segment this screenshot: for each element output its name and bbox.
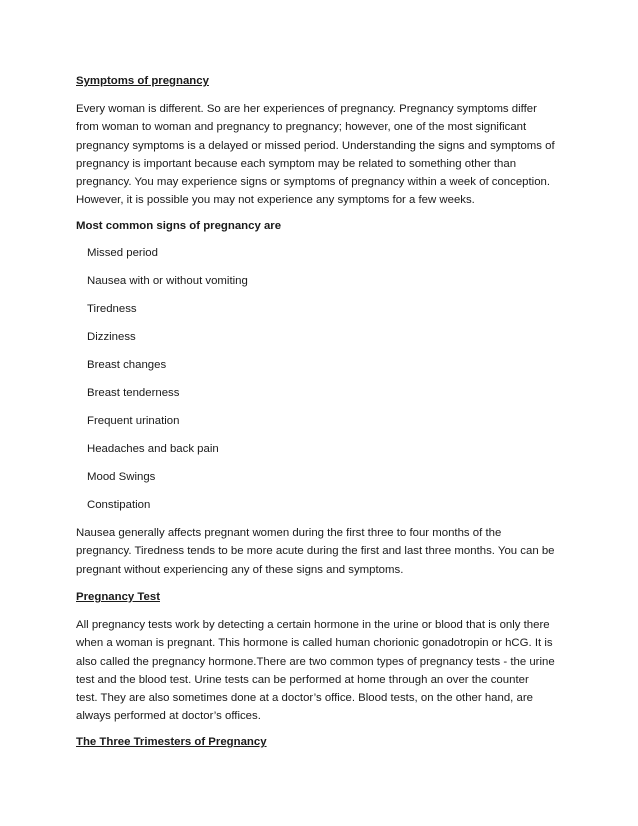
paragraph-line: However, it is possible you may not experience any symptoms for a few weeks. [76, 194, 475, 207]
list-item: Missed period [87, 247, 158, 259]
paragraph-line: also called the pregnancy hormone.There are two common types of pregnancy tests - the urine [76, 655, 555, 668]
paragraph-intro [76, 100, 566, 210]
paragraph-nausea [76, 524, 566, 579]
heading-three-trimesters: The Three Trimesters of Pregnancy [76, 736, 267, 748]
paragraph-line: Every woman is different. So are her experiences of pregnancy. Pregnancy symptoms differ [76, 103, 537, 115]
list-item: Mood Swings [87, 471, 156, 483]
paragraph-line: All pregnancy tests work by detecting a certain hormone in the urine or blood that is only there [76, 619, 550, 631]
list-item: Breast changes [87, 359, 167, 371]
paragraph-line: Nausea generally affects pregnant women during the first three to four months of the [76, 527, 502, 539]
list-item: Nausea with or without vomiting [87, 275, 248, 287]
paragraph-line: when a woman is pregnant. This hormone is called human chorionic gonadotropin or hCG. It is [76, 637, 553, 650]
paragraph-line: pregnant without experiencing any of these signs and symptoms. [76, 563, 404, 576]
paragraph-line: pregnancy symptoms is a delayed or missed period. Understanding the signs and symptoms of [76, 139, 555, 152]
paragraph-line: test and the blood test. Urine tests can be performed at home through an over the counter [76, 673, 529, 686]
paragraph-line: from woman to woman and pregnancy to pregnancy; however, one of the most significant [76, 121, 527, 134]
list-item: Tiredness [87, 303, 137, 315]
paragraph-line: pregnancy. You may experience signs or symptoms of pregnancy within a week of conception. [76, 176, 551, 189]
paragraph-line: test. They are also sometimes done at a doctor’s office. Blood tests, on the other hand, are [76, 692, 533, 705]
paragraph-line: always performed at doctor’s offices. [76, 710, 261, 723]
paragraph-line: pregnancy is important because each symptom may be related to something other than [76, 157, 517, 170]
paragraph-pregnancy-test [76, 616, 566, 726]
paragraph-line: pregnancy. Tiredness tends to be more acute during the first and last three months. You can be [76, 545, 555, 558]
list-item: Dizziness [87, 331, 136, 343]
list-item: Headaches and back pain [87, 443, 219, 455]
list-item: Breast tenderness [87, 387, 180, 399]
heading-symptoms-of-pregnancy: Symptoms of pregnancy [76, 75, 209, 87]
heading-pregnancy-test: Pregnancy Test [76, 591, 160, 603]
list-item: Constipation [87, 499, 151, 511]
heading-most-common-signs: Most common signs of pregnancy are [76, 220, 282, 232]
list-item: Frequent urination [87, 415, 180, 427]
